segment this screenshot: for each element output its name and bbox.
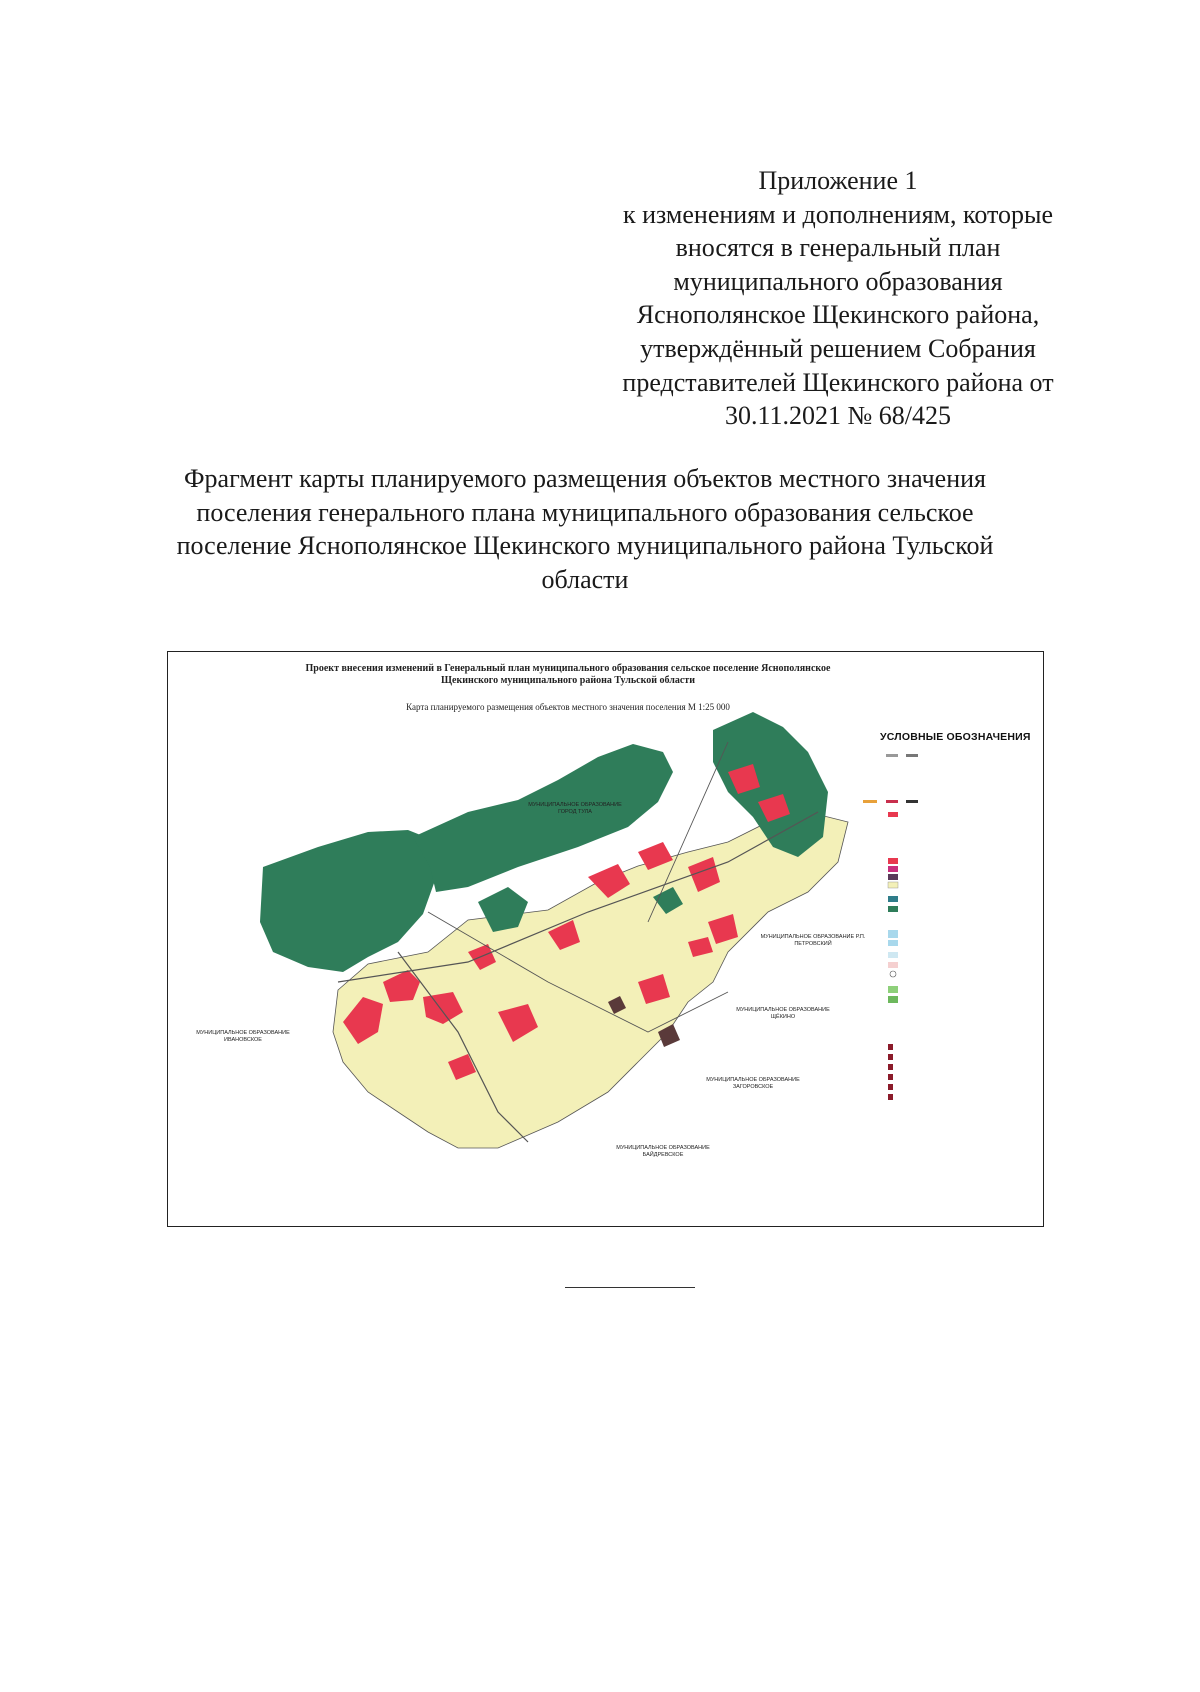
title-line: поселения генерального плана муниципального образования сельское — [196, 497, 974, 527]
map-subheading: Карта планируемого размещения объектов местного значения поселения М 1:25 000 — [406, 702, 730, 712]
title-line: поселение Яснополянское Щекинского муниципального района Тульской — [176, 531, 994, 560]
title-line: Фрагмент карты планируемого размещения объектов местного значения — [183, 464, 986, 493]
appendix-line: муниципального образования — [673, 266, 1003, 296]
appendix-line: утверждённый решением Собрания — [640, 333, 1036, 363]
closing-rule — [565, 1287, 695, 1288]
legend-symbols — [863, 754, 918, 1100]
neighbor-label-north: МУНИЦИПАЛЬНОЕ ОБРАЗОВАНИЕ ГОРОД ТУЛА — [528, 802, 622, 815]
neighbor-label-west: МУНИЦИПАЛЬНОЕ ОБРАЗОВАНИЕ ИВАНОВСКОЕ — [196, 1030, 290, 1043]
map-heading-line: Щекинского муниципального района Тульской области — [441, 675, 695, 686]
forest-zone-northeast — [713, 712, 828, 857]
appendix-line: к изменениям и дополнениям, которые — [622, 199, 1053, 229]
appendix-line: 30.11.2021 № 68/425 — [724, 401, 952, 431]
document-title — [140, 462, 1030, 596]
neighbor-label-east: МУНИЦИПАЛЬНОЕ ОБРАЗОВАНИЕ ЩЁКИНО — [736, 1007, 830, 1020]
neighbor-label-northeast: МУНИЦИПАЛЬНОЕ ОБРАЗОВАНИЕ Р.П. ПЕТРОВСКИЙ — [760, 934, 866, 947]
map-figure — [167, 651, 1044, 1227]
appendix-header — [595, 164, 1081, 433]
forest-zone-west — [260, 830, 438, 972]
map-heading-line: Проект внесения изменений в Генеральный план муниципального образования сельское поселение Яснополянское — [305, 663, 831, 674]
appendix-line: Яснополянское Щекинского района, — [636, 300, 1040, 330]
appendix-line: представителей Щекинского района от — [622, 367, 1054, 397]
appendix-line: вносятся в генеральный план — [675, 233, 1001, 263]
title-line: области — [541, 564, 629, 594]
neighbor-label-south: МУНИЦИПАЛЬНОЕ ОБРАЗОВАНИЕ БАЙДРЕВСКОЕ — [616, 1145, 710, 1158]
neighbor-label-southeast: МУНИЦИПАЛЬНОЕ ОБРАЗОВАНИЕ ЗАГОРОВСКОЕ — [706, 1077, 800, 1090]
appendix-line: Приложение 1 — [758, 166, 918, 195]
legend-title: УСЛОВНЫЕ ОБОЗНАЧЕНИЯ — [880, 731, 1031, 743]
